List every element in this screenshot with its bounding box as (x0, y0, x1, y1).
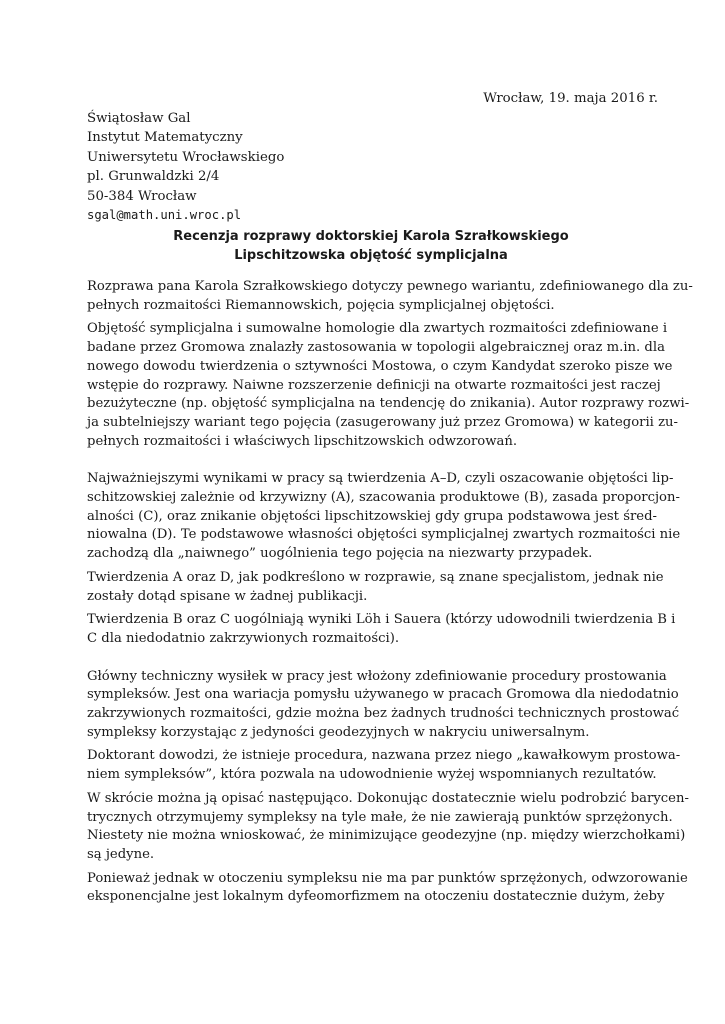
body-line: bezużyteczne (np. objętość symplicjalna na tendencję do znikania). Autor rozprawy rozwi- (87, 396, 690, 412)
sender-address-block (87, 109, 284, 225)
body-paragraph (87, 569, 664, 606)
body-line: eksponencjalne jest lokalnym dyfeomorfizmem na otoczeniu dostatecznie dużym, żeby (87, 889, 665, 905)
body-line: zostały dotąd spisane w żadnej publikacji. (87, 588, 368, 604)
body-paragraph (87, 611, 676, 648)
body-line: Niestety nie można wnioskować, że minimizujące geodezyjne (np. między wierzchołkami) (87, 828, 686, 844)
body-line: C dla niedodatnio zakrzywionych rozmaitości). (87, 630, 400, 646)
body-line: Twierdzenia A oraz D, jak podkreślono w rozprawie, są znane specjalistom, jednak nie (87, 569, 664, 585)
body-paragraph (87, 870, 688, 907)
body-line: zachodzą dla „naiwnego” uogólnienia tego pojęcia na niezwarty przypadek. (87, 546, 593, 562)
body-line: Ponieważ jednak w otoczeniu sympleksu nie ma par punktów sprzężonych, odwzorowanie (87, 870, 688, 886)
body-line: Główny techniczny wysiłek w pracy jest włożony zdefiniowanie procedury prostowania (87, 668, 667, 684)
body-paragraph (87, 470, 681, 564)
review-body (87, 278, 693, 912)
body-paragraph (87, 747, 681, 784)
body-paragraph (87, 320, 690, 451)
body-line: Doktorant dowodzi, że istnieje procedura, nazwana przez niego „kawałkowym prostowa- (87, 748, 681, 764)
date-line: Wrocław, 19. maja 2016 r. (483, 91, 658, 106)
body-line: pełnych rozmaitości i właściwych lipschitzowskich odwzorowań. (87, 433, 518, 449)
sender-street: pl. Grunwaldzki 2/4 (87, 169, 220, 185)
body-line: pełnych rozmaitości Riemannowskich, pojęcia symplicjalnej objętości. (87, 297, 555, 313)
sender-name: Świątosław Gal (87, 111, 191, 126)
body-line: sympleksy korzystając z jedyności geodezyjnych w nakryciu uniwersalnym. (87, 724, 590, 740)
body-line: zakrzywionych rozmaitości, gdzie można bez żadnych trudności technicznych prostować (87, 706, 680, 722)
body-line: ja subtelniejszy wariant tego pojęcia (zasugerowany już przez Gromowa) w kategorii zu- (87, 414, 678, 430)
body-line: Najważniejszymi wynikami w pracy są twierdzenia A–D, czyli oszacowanie objętości lip- (87, 471, 674, 487)
body-paragraph (87, 278, 693, 315)
body-line: niem sympleksów”, która pozwala na udowodnienie wyżej wspomnianych rezultatów. (87, 767, 657, 783)
body-line: sympleksów. Jest ona wariacja pomysłu używanego w pracach Gromowa dla niedodatnio (87, 687, 679, 703)
body-line: W skrócie można ją opisać następująco. Dokonując dostatecznie wielu podrobzić barycen- (87, 790, 689, 806)
body-line: Rozprawa pana Karola Szrałkowskiego dotyczy pewnego wariantu, zdefiniowanego dla zu- (87, 279, 693, 294)
body-line: trycznych otrzymujemy sympleksy na tyle małe, że nie zawierają punktów sprzężonych. (87, 809, 673, 825)
body-line: są jedyne. (87, 846, 155, 862)
body-line: schitzowskiej zależnie od krzywizny (A), szacowania produktowe (B), zasada proporcjon- (87, 490, 680, 506)
sender-university: Uniwersytetu Wrocławskiego (87, 149, 285, 165)
sender-institute: Instytut Matematyczny (87, 130, 243, 146)
body-line: niowalna (D). Te podstawowe własności objętości symplicjalnej zwartych rozmaitości nie (87, 527, 681, 543)
sender-city: 50-384 Wrocław (87, 188, 197, 204)
body-line: badane przez Gromowa znalazły zastosowania w topologii algebraicznej oraz m.in. dla (87, 340, 665, 356)
body-line: wstępie do rozprawy. Naiwne rozszerzenie definicji na otwarte rozmaitości jest raczej (87, 377, 661, 393)
body-line: nowego dowodu twierdzenia o sztywności Mostowa, o czym Kandydat szeroko pisze we (87, 358, 673, 374)
sender-email[interactable]: sgal@math.uni.wroc.pl (87, 208, 242, 223)
review-title (87, 228, 655, 265)
body-paragraph (87, 668, 680, 743)
body-line: alności (C), oraz znikanie objętości lipschitzowskiej gdy grupa podstawowa jest śred- (87, 508, 657, 524)
body-paragraph (87, 790, 689, 865)
review-title-line-1: Recenzja rozprawy doktorskiej Karola Szrałkowskiego (173, 229, 569, 244)
review-title-line-2: Lipschitzowska objętość symplicjalna (234, 247, 508, 263)
body-line: Twierdzenia B oraz C uogólniają wyniki Löh i Sauera (którzy udowodnili twierdzenia B i (87, 612, 676, 628)
body-line: Objętość symplicjalna i sumowalne homologie dla zwartych rozmaitości zdefiniowane i (87, 321, 668, 337)
